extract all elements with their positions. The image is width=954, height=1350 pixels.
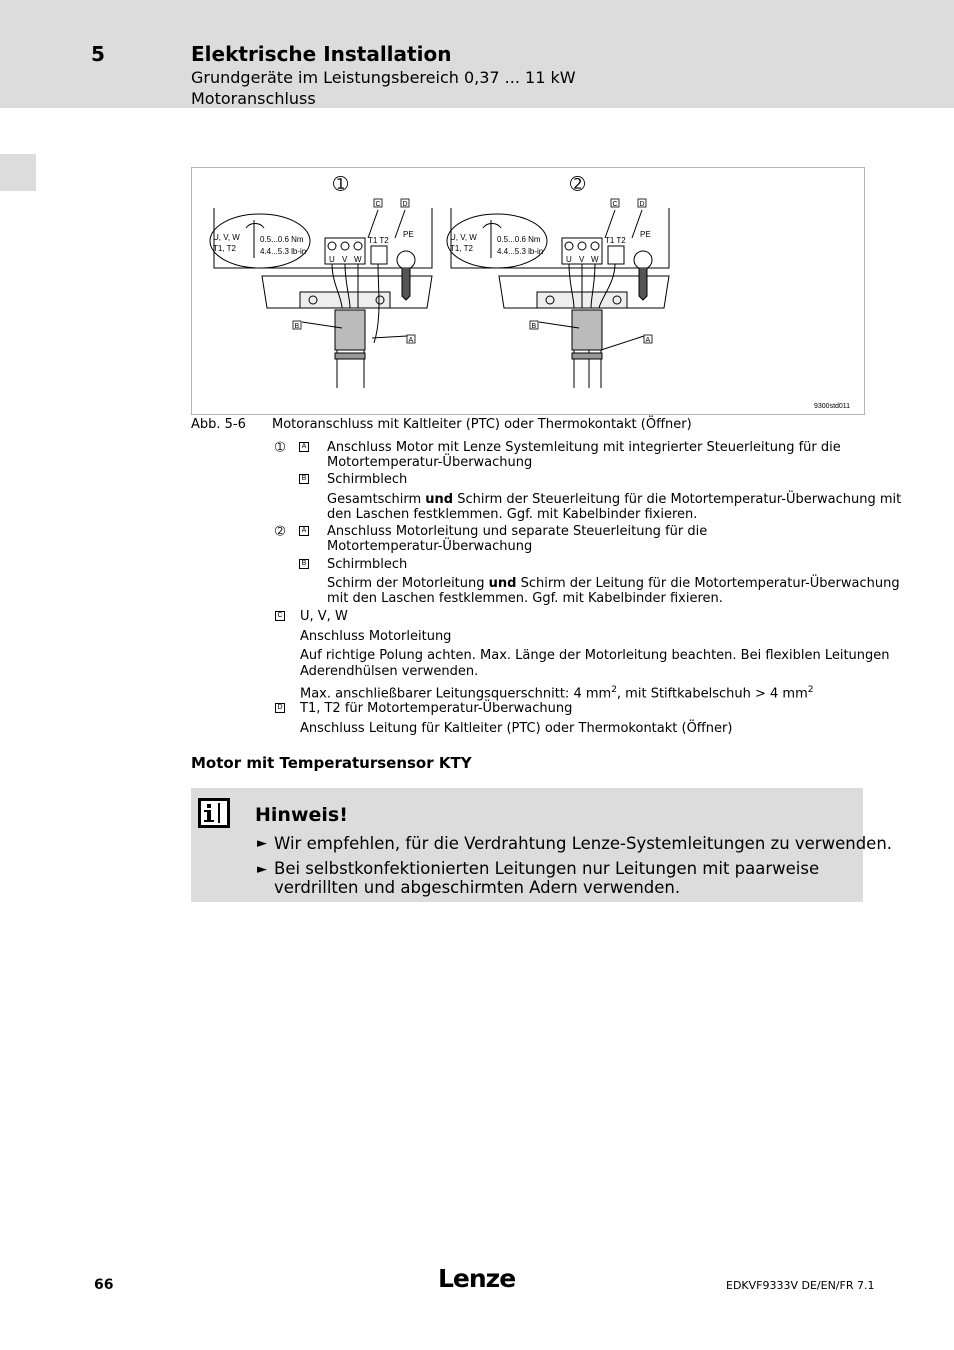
chapter-header [0,0,954,108]
section-heading: Motor mit Temperatursensor KTY [191,754,472,772]
term-labels: U, V, W [450,233,477,242]
note-line-3: verdrillten und abgeschirmten Adern verwenden. [274,878,681,897]
legend-callout-d: D [275,703,285,713]
wiring-diagram [192,168,864,414]
legend-callout-a: A [299,526,309,536]
legend-2a-line2: Motortemperatur-Überwachung [327,539,533,554]
legend-1a-line2: Motortemperatur-Überwachung [327,455,533,470]
label-t1t2: T1 T2 [605,236,626,245]
lenze-logo: Lenze [438,1264,516,1293]
legend-number-2: ➁ [275,524,286,538]
label-v: V [342,255,348,264]
torque-nm: 0.5...0.6 Nm [260,235,304,244]
legend-d-line1: Anschluss Leitung für Kaltleiter (PTC) oder Thermokontakt (Öffner) [300,721,733,736]
page-number: 66 [94,1277,114,1293]
label-w: W [354,255,362,264]
callout-b: B [531,323,537,330]
callout-c: C [612,201,618,208]
figure-id: 9300std011 [814,403,851,410]
label-t1t2: T1 T2 [368,236,389,245]
torque-nm: 0.5...0.6 Nm [497,235,541,244]
wiring-figure [191,167,865,415]
section-subtitle: Grundgeräte im Leistungsbereich 0,37 ... 11 kW [191,68,576,87]
label-u: U [329,255,335,264]
section-subtitle-2: Motoranschluss [191,89,316,108]
label-w: W [591,255,599,264]
note-line-2: Bei selbstkonfektionierten Leitungen nur Leitungen mit paarweise [274,859,820,878]
bullet-icon: ► [257,836,267,851]
legend-2b-note-line1: Schirm der Motorleitung und Schirm der Leitung für die Motortemperatur-Überwachung [327,576,900,591]
callout-b: B [294,323,300,330]
chapter-number: 5 [91,42,105,66]
legend-2a-line1: Anschluss Motorleitung und separate Steuerleitung für die [327,524,708,539]
callout-c: C [375,201,381,208]
callout-d: D [402,201,408,208]
term-labels: U, V, W [213,233,240,242]
legend-c-line1: Anschluss Motorleitung [300,629,452,644]
note-line-1: Wir empfehlen, für die Verdrahtung Lenze-Systemleitungen zu verwenden. [274,834,893,853]
panel1-number: ➀ [333,174,349,195]
legend-number-1: ➀ [275,440,286,454]
legend-1b: Schirmblech [327,472,408,487]
legend-2b: Schirmblech [327,557,408,572]
legend-c-title: U, V, W [300,609,348,624]
legend-callout-a: A [299,442,309,452]
legend-callout-b: B [299,559,309,569]
bullet-icon: ► [257,862,267,877]
torque-lbin: 4.4...5.3 lb-in [260,247,307,256]
figure-caption-label: Abb. 5-6 [191,417,246,432]
info-icon [198,798,230,828]
legend-d-title: T1, T2 für Motortemperatur-Überwachung [300,701,573,716]
legend-callout-c: C [275,611,285,621]
chapter-side-tab [0,154,36,191]
legend-c-line4: Max. anschließbarer Leitungsquerschnitt: 4 $mm^2$, mit Stiftkabelschuh > 4 $mm^2$ [300,685,814,702]
panel2-number: ➁ [570,174,586,195]
legend-1b-note-line2: den Laschen festklemmen. Ggf. mit Kabelbinder fixieren. [327,507,698,522]
note-title: Hinweis! [255,804,348,826]
legend-callout-b: B [299,474,309,484]
callout-a: A [645,337,651,344]
term-labels-2: T1, T2 [450,244,473,253]
label-pe: PE [403,230,414,239]
label-pe: PE [640,230,651,239]
term-labels-2: T1, T2 [213,244,236,253]
legend-c-line2: Auf richtige Polung achten. Max. Länge der Motorleitung beachten. Bei flexiblen Leitungen [300,648,890,663]
label-v: V [579,255,585,264]
callout-d: D [639,201,645,208]
figure-caption: Motoranschluss mit Kaltleiter (PTC) oder Thermokontakt (Öffner) [272,417,692,432]
callout-a: A [408,337,414,344]
legend-1a-line1: Anschluss Motor mit Lenze Systemleitung mit integrierter Steuerleitung für die [327,440,841,455]
legend-1b-note-line1: Gesamtschirm und Schirm der Steuerleitung für die Motortemperatur-Überwachung mit [327,492,902,507]
label-u: U [566,255,572,264]
torque-lbin: 4.4...5.3 lb-in [497,247,544,256]
chapter-title: Elektrische Installation [191,42,452,66]
legend-2b-note-line2: mit den Laschen festklemmen. Ggf. mit Kabelbinder fixieren. [327,591,723,606]
document-id: EDKVF9333V DE/EN/FR 7.1 [726,1279,875,1292]
legend-c-line3: Aderendhülsen verwenden. [300,664,479,679]
